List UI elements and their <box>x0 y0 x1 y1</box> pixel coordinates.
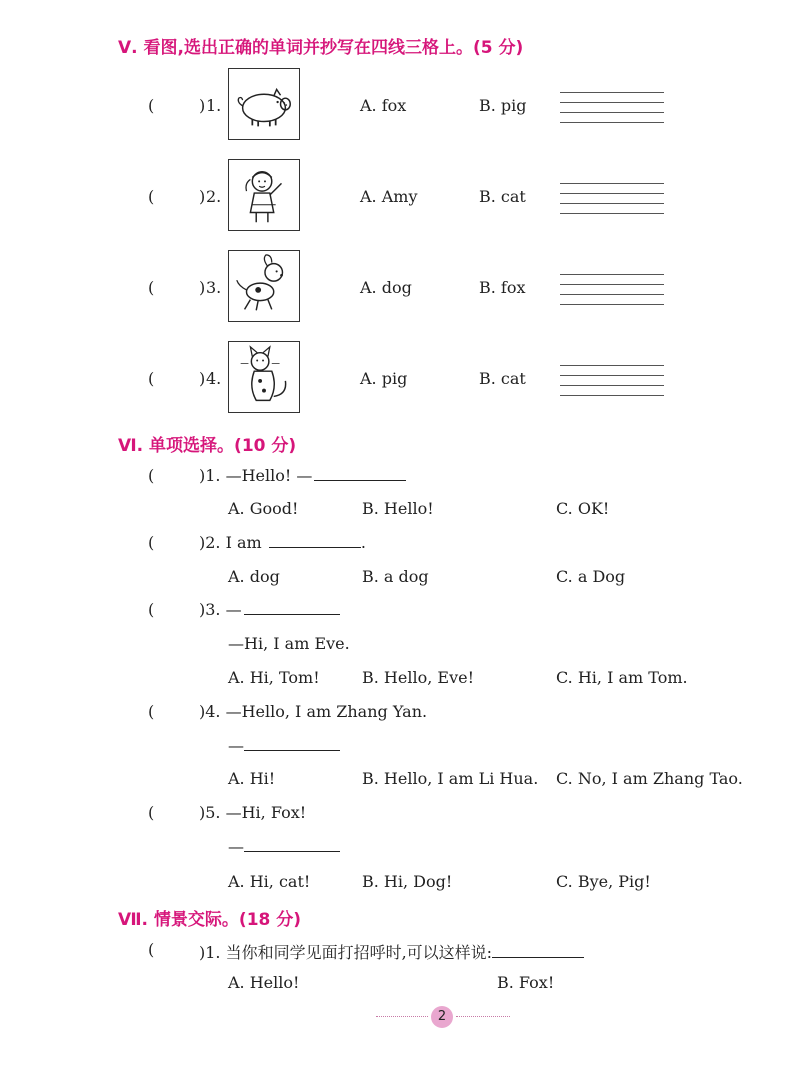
dash: — <box>228 837 244 856</box>
dash: — <box>228 736 244 755</box>
option-b: B. Hello, Eve! <box>362 668 475 687</box>
dialogue-line: —Hi, I am Eve. <box>228 634 350 653</box>
section-7-heading: Ⅶ. 情景交际。(18 分) <box>118 910 302 930</box>
option-a: A. Good! <box>228 499 299 518</box>
option-a: A. pig <box>360 369 408 388</box>
option-c: C. a Dog <box>556 567 626 586</box>
option-a: A. Hi, Tom! <box>228 668 320 687</box>
question-text: )4. —Hello, I am Zhang Yan. <box>199 702 428 721</box>
dog-picture <box>228 250 300 322</box>
section-6-heading: Ⅵ. 单项选择。(10 分) <box>118 436 297 456</box>
answer-paren-open: ( <box>148 187 155 206</box>
option-a: A. dog <box>360 278 412 297</box>
pig-icon <box>229 69 299 139</box>
writing-lines[interactable] <box>560 183 664 223</box>
answer-paren-open: ( <box>148 96 155 115</box>
option-c: C. No, I am Zhang Tao. <box>556 769 743 788</box>
girl-picture <box>228 159 300 231</box>
cat-icon <box>229 342 299 412</box>
question-number: 4. <box>206 369 222 388</box>
answer-paren-close: ) <box>199 187 206 206</box>
question-number: 1. <box>206 96 222 115</box>
answer-paren-open: ( <box>148 940 155 959</box>
writing-lines[interactable] <box>560 365 664 405</box>
pig-picture <box>228 68 300 140</box>
answer-paren-open: ( <box>148 466 155 485</box>
option-a: A. Hi! <box>228 769 276 788</box>
page-number: 2 <box>431 1006 453 1028</box>
footer-divider-right <box>456 1016 510 1017</box>
dialogue-line <box>228 837 340 856</box>
cat-picture <box>228 341 300 413</box>
option-b: B. a dog <box>362 567 429 586</box>
option-a: A. Amy <box>360 187 418 206</box>
option-b: B. pig <box>479 96 527 115</box>
option-b: B. Hi, Dog! <box>362 872 453 891</box>
answer-blank[interactable] <box>269 533 361 548</box>
answer-paren-close: ) <box>199 278 206 297</box>
option-c: C. Hi, I am Tom. <box>556 668 688 687</box>
dog-icon <box>229 251 299 321</box>
writing-lines[interactable] <box>560 274 664 314</box>
option-b: B. Fox! <box>497 973 555 992</box>
option-a: A. fox <box>360 96 407 115</box>
question-number: 3. <box>206 278 222 297</box>
answer-paren-close: ) <box>199 96 206 115</box>
option-c: C. OK! <box>556 499 610 518</box>
question-stem <box>199 940 584 963</box>
option-b: B. cat <box>479 187 526 206</box>
question-end: . <box>360 533 366 552</box>
answer-paren-open: ( <box>148 803 155 822</box>
answer-paren-open: ( <box>148 369 155 388</box>
answer-blank[interactable] <box>492 943 584 958</box>
writing-lines[interactable] <box>560 92 664 132</box>
question-text: )3. — <box>199 600 242 619</box>
question-text: )5. —Hi, Fox! <box>199 803 307 822</box>
answer-blank[interactable] <box>244 600 340 615</box>
answer-blank[interactable] <box>244 837 340 852</box>
option-b: B. Hello, I am Li Hua. <box>362 769 539 788</box>
question-stem <box>199 533 366 552</box>
answer-paren-close: ) <box>199 369 206 388</box>
girl-icon <box>229 160 299 230</box>
option-b: B. Hello! <box>362 499 434 518</box>
answer-paren-open: ( <box>148 278 155 297</box>
answer-blank[interactable] <box>244 736 340 751</box>
option-a: A. Hi, cat! <box>228 872 311 891</box>
answer-paren-open: ( <box>148 702 155 721</box>
option-a: A. Hello! <box>228 973 300 992</box>
dialogue-line <box>228 736 340 755</box>
footer-divider-left <box>376 1016 428 1017</box>
answer-paren-open: ( <box>148 533 155 552</box>
question-stem <box>199 466 406 485</box>
option-a: A. dog <box>228 567 280 586</box>
question-text: )1. —Hello! — <box>199 466 313 485</box>
section-5-heading: Ⅴ. 看图,选出正确的单词并抄写在四线三格上。(5 分) <box>118 38 524 58</box>
question-text: )2. I am <box>199 533 262 552</box>
option-c: C. Bye, Pig! <box>556 872 651 891</box>
option-b: B. fox <box>479 278 526 297</box>
question-stem <box>199 600 340 619</box>
question-number: 2. <box>206 187 222 206</box>
answer-blank[interactable] <box>314 466 406 481</box>
option-b: B. cat <box>479 369 526 388</box>
question-text: )1. 当你和同学见面打招呼时,可以这样说: <box>199 943 493 962</box>
answer-paren-open: ( <box>148 600 155 619</box>
